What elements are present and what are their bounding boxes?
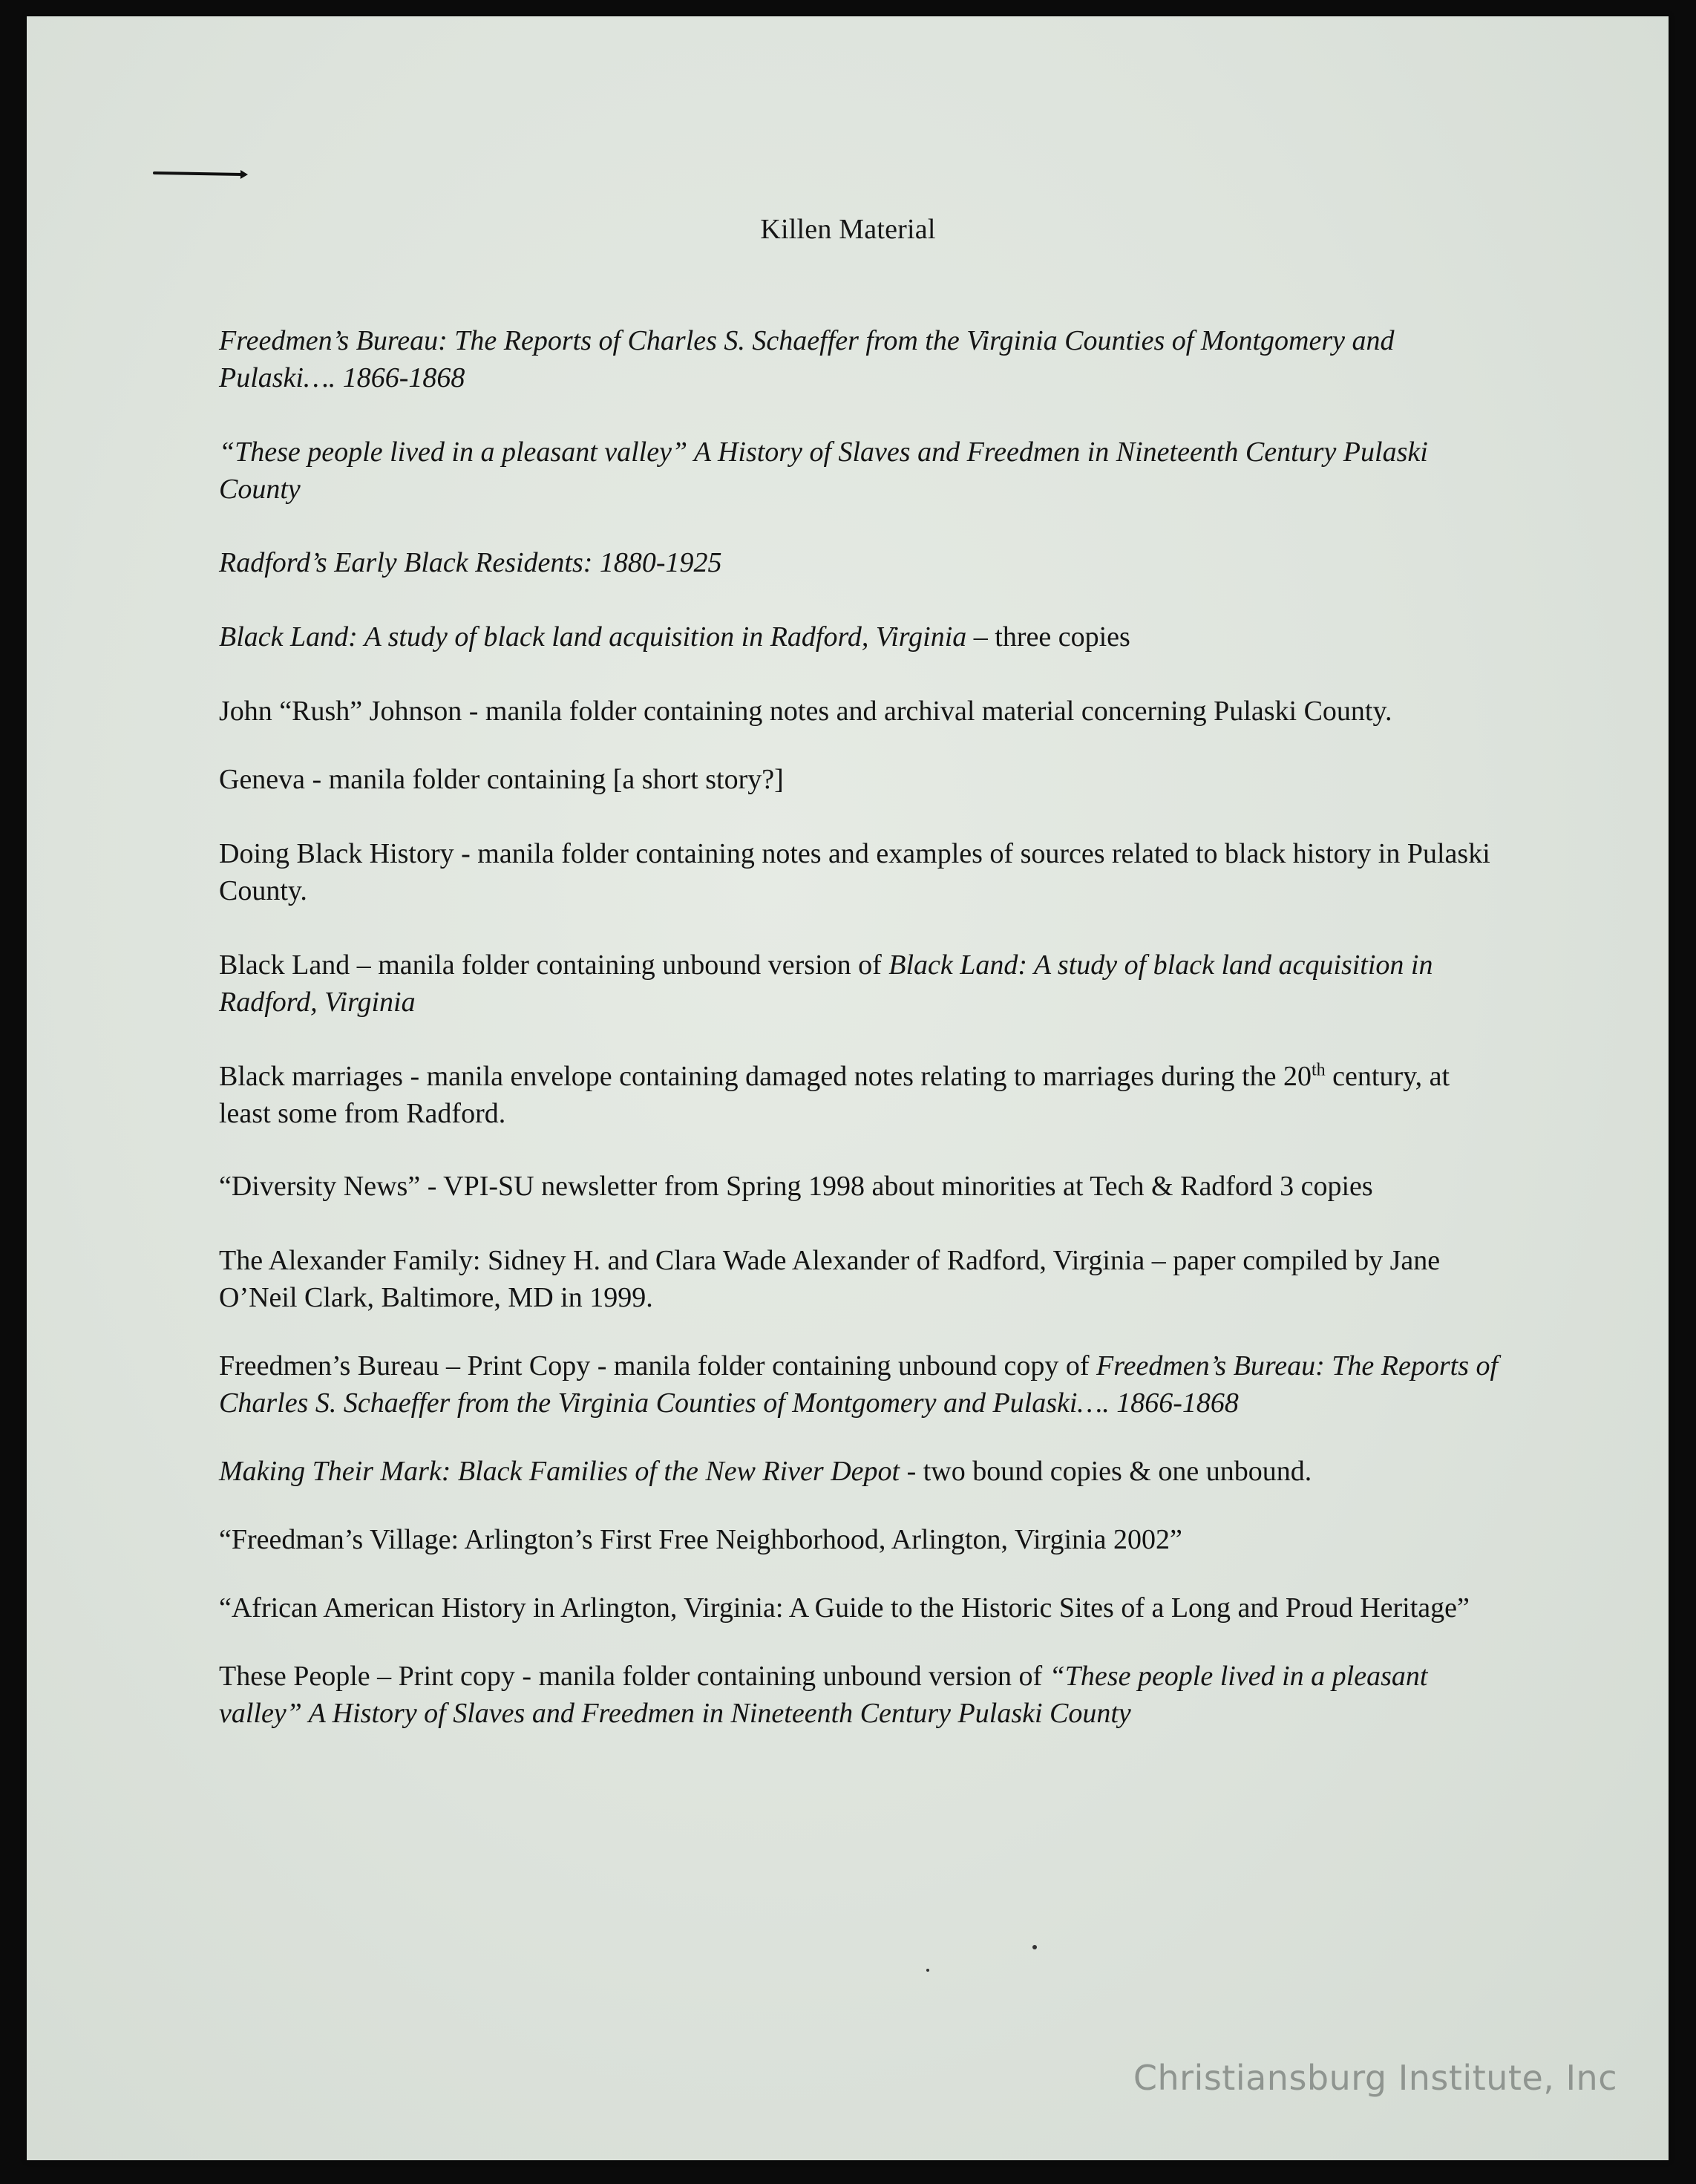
entry-text: Doing Black History - manila folder containing notes and examples of sources related to black history in Pulaski County. xyxy=(219,838,1490,906)
italic-title-text: Freedmen’s Bureau: The Reports of Charles S. Schaeffer from the Virginia Counties of Montgomery and Pulaski…. 1866-1868 xyxy=(219,1350,1499,1419)
list-item xyxy=(219,761,1503,798)
entry-text: Black marriages - manila envelope containing damaged notes relating to marriages during the 20 xyxy=(219,1061,1312,1092)
entry-text: - two bound copies & one unbound. xyxy=(900,1456,1312,1487)
list-item xyxy=(219,322,1503,396)
italic-title-text: “These people lived in a pleasant valley” A History of Slaves and Freedmen in Nineteenth Century Pulaski County xyxy=(219,1661,1428,1729)
list-item xyxy=(219,1589,1503,1626)
entry-text: “Freedman’s Village: Arlington’s First Free Neighborhood, Arlington, Virginia 2002” xyxy=(219,1524,1182,1555)
watermark: Christiansburg Institute, Inc xyxy=(1133,2058,1617,2098)
list-item xyxy=(219,946,1503,1021)
pen-mark xyxy=(153,171,243,176)
italic-title-text: Making Their Mark: Black Families of the New River Depot xyxy=(219,1456,900,1487)
list-item xyxy=(219,1521,1503,1558)
list-item xyxy=(219,434,1503,508)
list-item xyxy=(219,618,1503,655)
list-item xyxy=(219,1347,1503,1422)
entry-text: century, at least some from Radford. xyxy=(219,1061,1450,1129)
entry-text: – three copies xyxy=(966,621,1130,653)
entry-text: John “Rush” Johnson - manila folder containing notes and archival material concerning Pulaski County. xyxy=(219,696,1392,727)
list-item xyxy=(219,1658,1503,1732)
list-item xyxy=(219,1453,1503,1490)
list-item xyxy=(219,835,1503,909)
ink-speck xyxy=(926,1969,929,1972)
list-item xyxy=(219,1168,1503,1205)
entry-text: Black Land – manila folder containing unbound version of xyxy=(219,949,889,981)
superscript-text: th xyxy=(1312,1060,1326,1080)
list-item xyxy=(219,693,1503,730)
entry-text: These People – Print copy - manila folder containing unbound version of xyxy=(219,1661,1050,1692)
italic-title-text: Radford’s Early Black Residents: 1880-1925 xyxy=(219,547,722,578)
document-title: Killen Material xyxy=(760,214,936,245)
entry-list xyxy=(219,322,1503,1732)
entry-text: Freedmen’s Bureau – Print Copy - manila folder containing unbound copy of xyxy=(219,1350,1096,1382)
italic-title-text: “These people lived in a pleasant valley” A History of Slaves and Freedmen in Nineteenth Century Pulaski County xyxy=(219,437,1428,505)
list-item xyxy=(219,1058,1503,1132)
list-item xyxy=(219,1242,1503,1316)
italic-title-text: Freedmen’s Bureau: The Reports of Charles S. Schaeffer from the Virginia Counties of Montgomery and Pulaski…. 1866-1868 xyxy=(219,325,1395,393)
entry-text: Geneva - manila folder containing [a short story?] xyxy=(219,764,784,795)
entry-text: “Diversity News” - VPI-SU newsletter from Spring 1998 about minorities at Tech & Radford 3 copies xyxy=(219,1171,1373,1202)
italic-title-text: Black Land: A study of black land acquisition in Radford, Virginia xyxy=(219,621,967,653)
entry-text: The Alexander Family: Sidney H. and Clara Wade Alexander of Radford, Virginia – paper compiled by Jane O’Neil Clark, Baltimore, MD in 1999. xyxy=(219,1245,1441,1313)
italic-title-text: Black Land: A study of black land acquisition in Radford, Virginia xyxy=(219,949,1433,1018)
ink-speck xyxy=(1032,1945,1037,1949)
list-item xyxy=(219,544,1503,581)
entry-text: “African American History in Arlington, Virginia: A Guide to the Historic Sites of a Long and Proud Heritage” xyxy=(219,1592,1470,1624)
